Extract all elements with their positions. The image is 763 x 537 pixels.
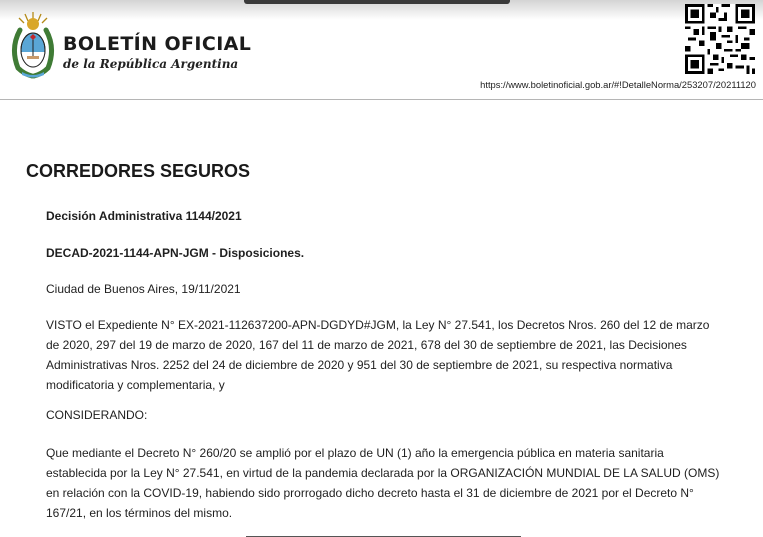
decision-reference: DECAD-2021-1144-APN-JGM - Disposiciones. [46, 246, 305, 260]
considerando-paragraph: Que mediante el Decreto N° 260/20 se amplió por el plazo de UN (1) año la emergencia pública en materia sanitaria establecida por la Ley N° 27.541, en virtud de la pandemia declarada por la ORGANIZACIÓN MUNDIAL DE LA SALUD (OMS) en relación con la COVID-19, habiendo sido prorrogado dicho decreto hasta el 31 de diciembre de 2021 por el Decreto N° 167/21, en los términos del mismo. [46, 446, 720, 520]
qr-code-icon [685, 4, 755, 74]
place-and-date: Ciudad de Buenos Aires, 19/11/2021 [46, 282, 241, 296]
decision-number: Decisión Administrativa 1144/2021 [46, 209, 242, 223]
document-url-link[interactable]: https://www.boletinoficial.gob.ar/#!DetalleNorma/253207/20211120 [480, 79, 756, 90]
brand-title: BOLETÍN OFICIAL [63, 33, 252, 55]
page-header [0, 0, 763, 100]
coat-of-arms-icon [8, 10, 58, 80]
visto-paragraph: VISTO el Expediente N° EX-2021-112637200-APN-DGDYD#JGM, la Ley N° 27.541, los Decretos Nros. 260 del 12 de marzo de 2020, 297 del 19 de marzo de 2020, 167 del 11 de marzo de 2021, 678 del 30 de septiembre de 2021, las Decisiones Administrativas Nros. 2252 del 24 de diciembre de 2020 y 951 del 30 de septiembre de 2021, su respectiva normativa modificatoria y complementaria, y [46, 318, 710, 392]
section-title: CORREDORES SEGUROS [26, 161, 251, 181]
brand-subtitle: de la República Argentina [63, 57, 239, 71]
considerando-heading: CONSIDERANDO: [46, 408, 148, 422]
